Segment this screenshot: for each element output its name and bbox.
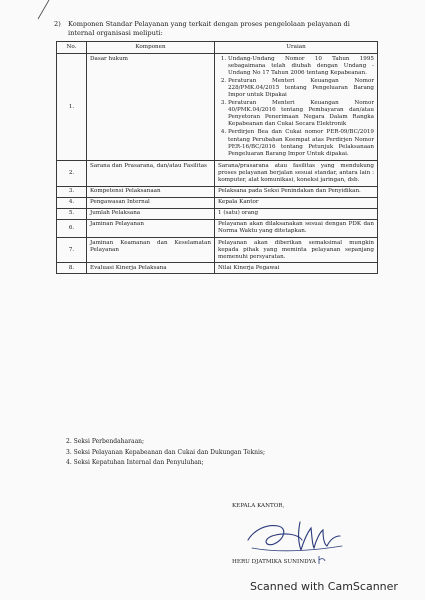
- table-row: [57, 197, 378, 208]
- row-component: Jaminan Keamanan dan Keselamatan Pelayanan: [87, 238, 215, 263]
- row-component: Dasar hukum: [87, 54, 215, 161]
- header-no: No.: [57, 42, 87, 54]
- row-component: Jumlah Pelaksana: [87, 208, 215, 219]
- table-row: [57, 219, 378, 237]
- table-header-row: [57, 42, 378, 54]
- row-number: 2.: [57, 161, 87, 186]
- section-number: 2): [54, 20, 61, 28]
- table-row: [57, 238, 378, 263]
- table-row: [57, 263, 378, 274]
- section-heading: [54, 20, 373, 38]
- table-row: [57, 54, 378, 161]
- row-description: Sarana/prasarana atau fasilitas yang mendukung proses pelayanan berjalan sesuai standar, antara lain : komputer, alat komunikasi, koneksi jaringan, dsb.: [215, 161, 378, 186]
- header-komponen: Komponen: [87, 42, 215, 54]
- row-number: 3.: [57, 186, 87, 197]
- fold-mark: [0, 0, 50, 20]
- row-component: Sarana dan Prasarana, dan/atau Fasilitas: [87, 161, 215, 186]
- handwritten-signature: [244, 510, 354, 556]
- list-item: 2. Peraturan Menteri Keuangan Nomor 228/PMK.04/2015 tentang Pengeluaran Barang Impor untuk Dipakai: [228, 78, 374, 99]
- table-row: [57, 208, 378, 219]
- row-description: Pelayanan akan dilaksanakan sesuai dengan PDK dan Norma Waktu yang ditetapkan.: [215, 219, 378, 237]
- list-item: 4. Seksi Kepatuhan Internal dan Penyuluhan;: [66, 459, 204, 466]
- row-description: Pelaksana pada Seksi Penindakan dan Penyidikan.: [215, 186, 378, 197]
- row-number: 6.: [57, 219, 87, 237]
- row-description: [215, 54, 378, 161]
- row-description: Nilai Kinerja Pegawai: [215, 263, 378, 274]
- row-description: Kepala Kantor: [215, 197, 378, 208]
- row-number: 5.: [57, 208, 87, 219]
- list-item: 3. Seksi Pelayanan Kepabeanan dan Cukai dan Dukungan Teknis;: [66, 448, 266, 456]
- section-heading-text: Komponen Standar Pelayanan yang terkait dengan proses pengelolaan pelayanan di internal organisasi meliputi:: [68, 20, 350, 37]
- table-row: [57, 186, 378, 197]
- service-standard-table: [56, 41, 378, 274]
- legal-basis-list: [218, 56, 374, 158]
- list-item: 4. Perdirjen Bea dan Cukai nomor PER-09/BC/2019 tentang Perubahan Keempat atas Perdirjen Nomor PER-16/BC/2016 tentang Petunjuk Pelaksanaan Pengeluaran Barang Impor Untuk dipakai.: [228, 129, 374, 157]
- signatory-name: [232, 555, 326, 565]
- row-number: 7.: [57, 238, 87, 263]
- signatory-title: KEPALA KANTOR,: [232, 503, 285, 509]
- row-description: Pelayanan akan diberikan semaksimal mungkin kepada pihak yang meminta pelayanan sepanjang memenuhi persyaratan.: [215, 238, 378, 263]
- scanner-watermark: Scanned with CamScanner: [250, 580, 398, 593]
- signatory-name-text: HERU DJATMIKA SUNINDYA: [232, 559, 316, 565]
- header-uraian: Uraian: [215, 42, 378, 54]
- row-component: Evaluasi Kinerja Pelaksana: [87, 263, 215, 274]
- row-number: 8.: [57, 263, 87, 274]
- initial-mark: [318, 555, 326, 565]
- row-component: Jaminan Pelayanan: [87, 219, 215, 237]
- row-description: 1 (satu) orang: [215, 208, 378, 219]
- list-item: 3. Peraturan Menteri Keuangan Nomor 40/PMK.04/2016 tentang Pembayaran dan/atau Penyetoran Penerimaan Negara Dalam Rangka Kepabeanan dan Cukai Secara Elektronik: [228, 100, 374, 128]
- list-item: 2. Seksi Perbendaharaan;: [66, 438, 145, 445]
- table-row: [57, 161, 378, 186]
- unit-list: [66, 437, 265, 469]
- list-item: 1. Undang-Undang Nomor 10 Tahun 1995 sebagaimana telah diubah dengan Undang - Undang No 17 Tahun 2006 tentang Kepabeanan.: [228, 56, 374, 77]
- row-number: 4.: [57, 197, 87, 208]
- row-component: Pengawasan Internal: [87, 197, 215, 208]
- row-component: Kompetensi Pelaksanaan: [87, 186, 215, 197]
- row-number: 1.: [57, 54, 87, 161]
